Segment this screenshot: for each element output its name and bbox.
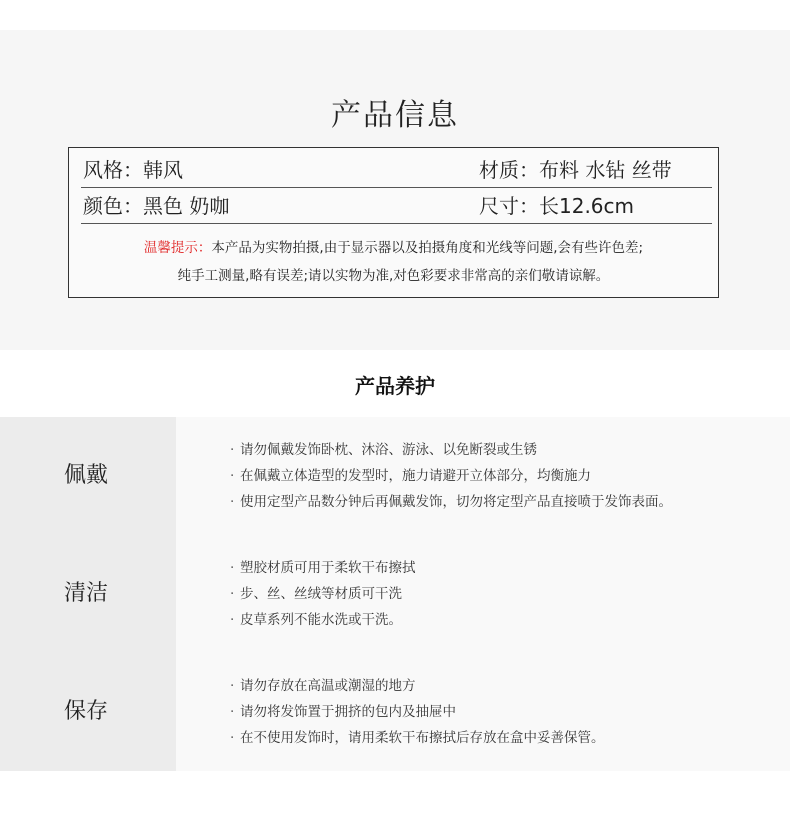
bullet-icon: · (230, 612, 235, 628)
bullet-icon: · (230, 560, 235, 576)
color-field: 颜色：黑色 奶咖 (83, 194, 230, 218)
top-spacer (0, 0, 790, 30)
list-item: · 请勿将发饰置于拥挤的包内及抽屉中 (230, 699, 790, 725)
notice-line-2: 纯手工测量,略有误差;请以实物为准,对色彩要求非常高的亲们敬请谅解。 (177, 268, 610, 284)
product-info-section (0, 30, 790, 350)
list-item: · 皮草系列不能水洗或干洗。 (230, 607, 790, 633)
bullet-icon: · (230, 586, 235, 602)
care-body-wearing (176, 417, 790, 535)
bullet-icon: · (230, 494, 235, 510)
bullet-icon: · (230, 730, 235, 746)
care-body-cleaning (176, 535, 790, 653)
bullet-icon: · (230, 704, 235, 720)
info-row-color-size (81, 189, 712, 224)
style-field: 风格：韩风 (83, 158, 183, 182)
list-item: · 在不使用发饰时，请用柔软干布擦拭后存放在盒中妥善保管。 (230, 725, 790, 751)
notice-line-1-text: 本产品为实物拍摄,由于显示器以及拍摄角度和光线等问题,会有些许色差; (211, 240, 644, 256)
care-label-wearing: 佩戴 (0, 417, 176, 535)
info-row-style-material (81, 153, 712, 188)
care-body-storage (176, 653, 790, 771)
care-row-wearing (0, 417, 790, 535)
care-label-storage: 保存 (0, 653, 176, 771)
notice-line-1 (69, 234, 718, 262)
list-item: · 塑胶材质可用于柔软干布擦拭 (230, 555, 790, 581)
material-field: 材质：布料 水钻 丝带 (479, 158, 672, 182)
bullet-icon: · (230, 468, 235, 484)
list-item: · 在佩戴立体造型的发型时，施力请避开立体部分，均衡施力 (230, 463, 790, 489)
list-item: · 使用定型产品数分钟后再佩戴发饰，切勿将定型产品直接喷于发饰表面。 (230, 489, 790, 515)
care-row-cleaning (0, 535, 790, 653)
product-care-title: 产品养护 (355, 374, 435, 398)
product-care-section (0, 350, 790, 821)
product-info-table (68, 147, 719, 298)
care-label-cleaning: 清洁 (0, 535, 176, 653)
product-info-title: 产品信息 (331, 98, 459, 133)
list-item: · 请勿佩戴发饰卧枕、沐浴、游泳、以免断裂或生锈 (230, 437, 790, 463)
notice-label: 温馨提示： (143, 240, 212, 256)
list-item: · 步、丝、丝绒等材质可干洗 (230, 581, 790, 607)
list-item: · 请勿存放在高温或潮湿的地方 (230, 673, 790, 699)
notice-text (69, 234, 718, 290)
bullet-icon: · (230, 442, 235, 458)
size-field: 尺寸：长12.6cm (479, 194, 635, 218)
care-row-storage (0, 653, 790, 771)
bullet-icon: · (230, 678, 235, 694)
